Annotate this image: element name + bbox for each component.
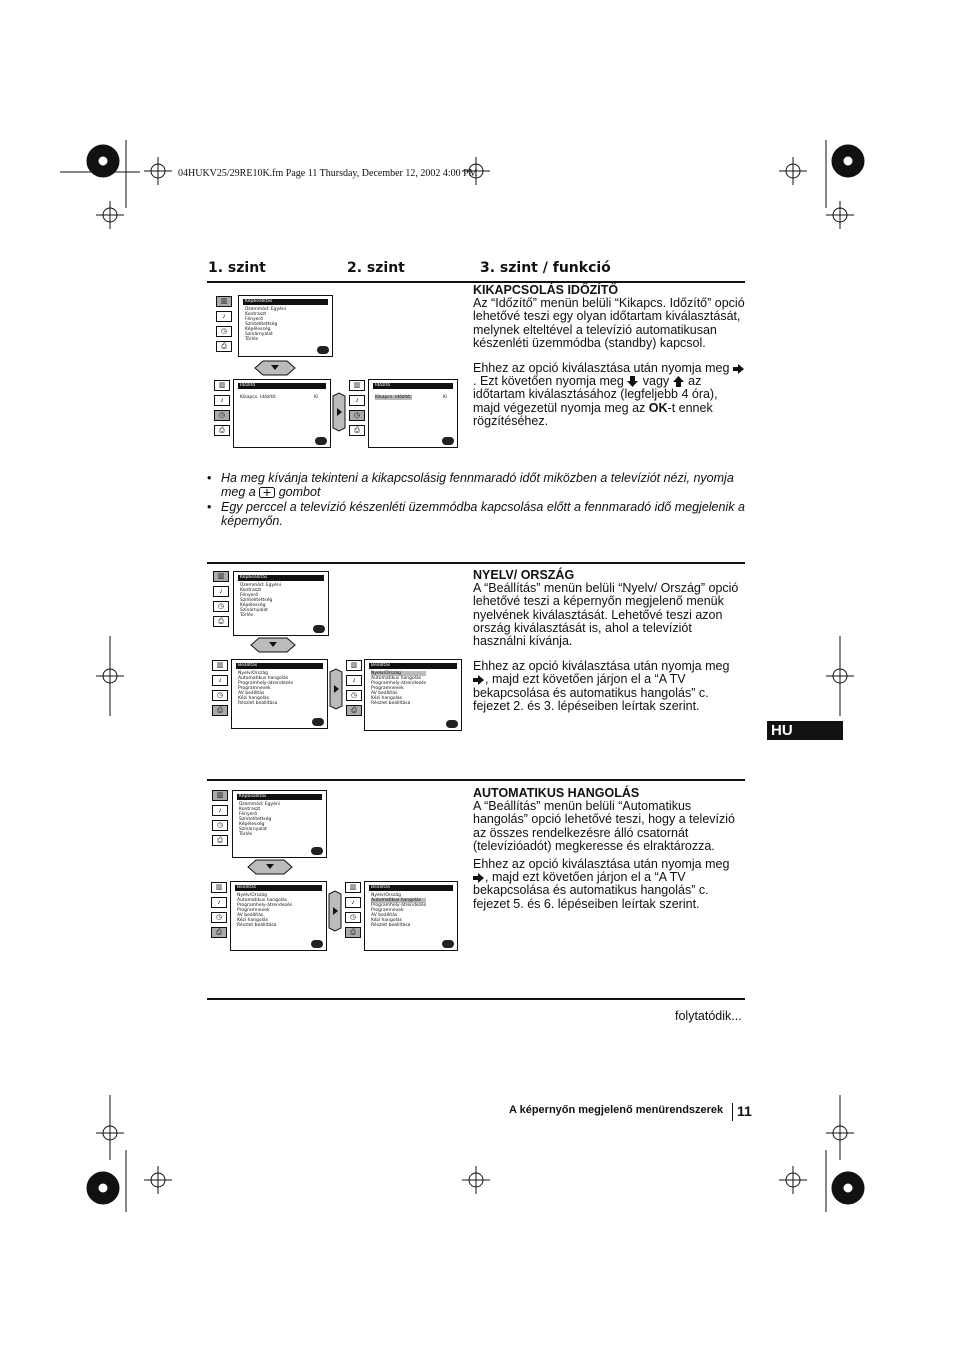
right-button-icon [473,675,485,685]
menu-icons: ▥ ♪ ◷ ⎙ [213,571,229,631]
ok-icon [311,847,323,855]
down-arrow-icon [246,859,294,875]
level-2-heading: 2. szint [347,260,405,276]
level1-screen: Képbeállítás Üzemmód: Egyéni Kontraszt Fényerő Színtelítettség Képélesség Színárnyalat Törlés [232,790,327,858]
info-button-icon [259,487,275,498]
language-tab: HU [767,721,843,740]
ok-icon [312,718,324,726]
level1-screen: Képbeállítás Üzemmód: Egyéni Kontraszt Fényerő Színtelítettség Képélesség Színárnyalat Törlés [238,295,333,357]
menu-icons: ▥ ♪ ◷ ⎙ [212,660,228,720]
section2-para2: Ehhez az opció kiválasztása után nyomja meg , majd ezt követően járjon el a “A TV bekapcsolása és automatikus hangolás” c. fejezet 2. és 3. lépéseiben leírtak szerint. [473,659,730,713]
section1-para2: Ehhez az opció kiválasztása után nyomja meg . Ezt követően nyomja meg vagy az időtartam kiválasztásához (legfeljebb 4 óra), majd végezetül nyomja meg az OK-t ennek rögzítéséhez. [473,362,748,428]
ok-icon [446,720,458,728]
section1-text [473,284,748,440]
right-button-icon [733,364,745,374]
menu-icons: ▥ ♪ ◷ ⎙ [346,660,362,720]
menu-icons: ▥ ♪ ◷ ⎙ [345,882,361,942]
footer-divider [732,1103,733,1121]
ok-icon [317,346,329,354]
section1-title: KIKAPCSOLÁS IDŐZÍTŐ [473,283,619,297]
level3-screen: Beállítás Nyelv/Ország Automatikus hangolás Programhely-átrendezés Programnevek AV beállítás Kézi hangolás Részlet beállítása [364,881,458,951]
ok-icon [442,437,454,445]
note-1: • Ha meg kívánja tekinteni a kikapcsolásig fennmaradó időt miközben a televíziót nézi, nyomja meg a gombot [207,471,747,499]
file-header: 04HUKV25/29RE10K.fm Page 11 Thursday, December 12, 2002 4:00 PM [178,168,478,179]
level3-screen: Időzítő Kikapcs. időzítő: Ki [368,379,458,448]
level2-screen: Időzítő Kikapcs. időzítő: Ki [233,379,331,448]
ok-icon [313,625,325,633]
ok-icon [311,940,323,948]
bottom-rule [207,998,745,1000]
up-button-icon [673,376,685,387]
right-arrow-icon [328,890,342,932]
menu-icons: ▥ ♪ ◷ ⎙ [216,296,232,356]
section3-title: AUTOMATIKUS HANGOLÁS [473,786,640,800]
section3-rule [207,779,745,781]
note-2: • Egy perccel a televízió készenléti üzemmódba kapcsolása előtt a fennmaradó idő megjelenik a képernyőn. [207,500,747,528]
menu-icons: ▥ ♪ ◷ ⎙ [349,380,365,440]
section3-para2: Ehhez az opció kiválasztása után nyomja meg , majd ezt követően járjon el a “A TV bekapcsolása és automatikus hangolás” c. fejezet 5. és 6. lépéseiben leírtak szerint. [473,857,730,911]
continued-label: folytatódik... [675,1009,742,1023]
level3-screen: Beállítás Nyelv/Ország Automatikus hangolás Programhely-átrendezés Programnevek AV beállítás Kézi hangolás Részlet beállítása [364,659,462,731]
section2-rule [207,562,745,564]
right-arrow-icon [332,392,346,432]
section2-text [473,569,748,725]
ok-icon [442,940,454,948]
level-1-heading: 1. szint [208,260,266,276]
section1-para1: Az “Időzítő” menün belüli “Kikapcs. Időzítő” opció lehetővé teszi egy olyan időtartam kiválasztását, melynek elteltével a televízió automatikusan készenléti üzemmódba (standby) kapcsol. [473,296,745,350]
level2-screen: Beállítás Nyelv/Ország Automatikus hangolás Programhely-átrendezés Programnevek AV beállítás Kézi hangolás Részlet beállítása [231,659,328,729]
level2-screen: Beállítás Nyelv/Ország Automatikus hangolás Programhely-átrendezés Programnevek AV beállítás Kézi hangolás Részlet beállítása [230,881,327,951]
level-3-heading: 3. szint / funkció [480,260,611,276]
section3-para1: A “Beállítás” menün belüli “Automatikus hangolás” opció lehetővé teszi, hogy a televízió az összes rendelkezésre álló csatornát (televízióadót) megkeresse és elraktározza. [473,799,735,853]
menu-icons: ▥ ♪ ◷ ⎙ [211,882,227,942]
section2-para1: A “Beállítás” menün belüli “Nyelv/ Ország” opció lehetővé teszi a képernyőn megjelenő menük nyelvének kiválasztását. Lehetővé teszi azon ország kiválasztását is, ahol a televíziót használni kívánja. [473,581,739,649]
down-button-icon [627,376,639,387]
menu-icons: ▥ ♪ ◷ ⎙ [214,380,230,440]
ok-icon [315,437,327,445]
down-arrow-icon [253,360,297,376]
section3-text [473,787,748,923]
section2-title: NYELV/ ORSZÁG [473,568,575,582]
right-button-icon [473,873,485,883]
notes [207,471,747,529]
menu-icons: ▥ ♪ ◷ ⎙ [212,790,228,850]
level1-screen: Képbeállítás Üzemmód: Egyéni Kontraszt Fényerő Színtelítettség Képélesség Színárnyalat Törlés [233,571,329,636]
down-arrow-icon [249,637,297,653]
footer-title: A képernyőn megjelenő menürendszerek [509,1104,724,1116]
right-arrow-icon [329,668,343,710]
page-number: 11 [737,1103,752,1119]
